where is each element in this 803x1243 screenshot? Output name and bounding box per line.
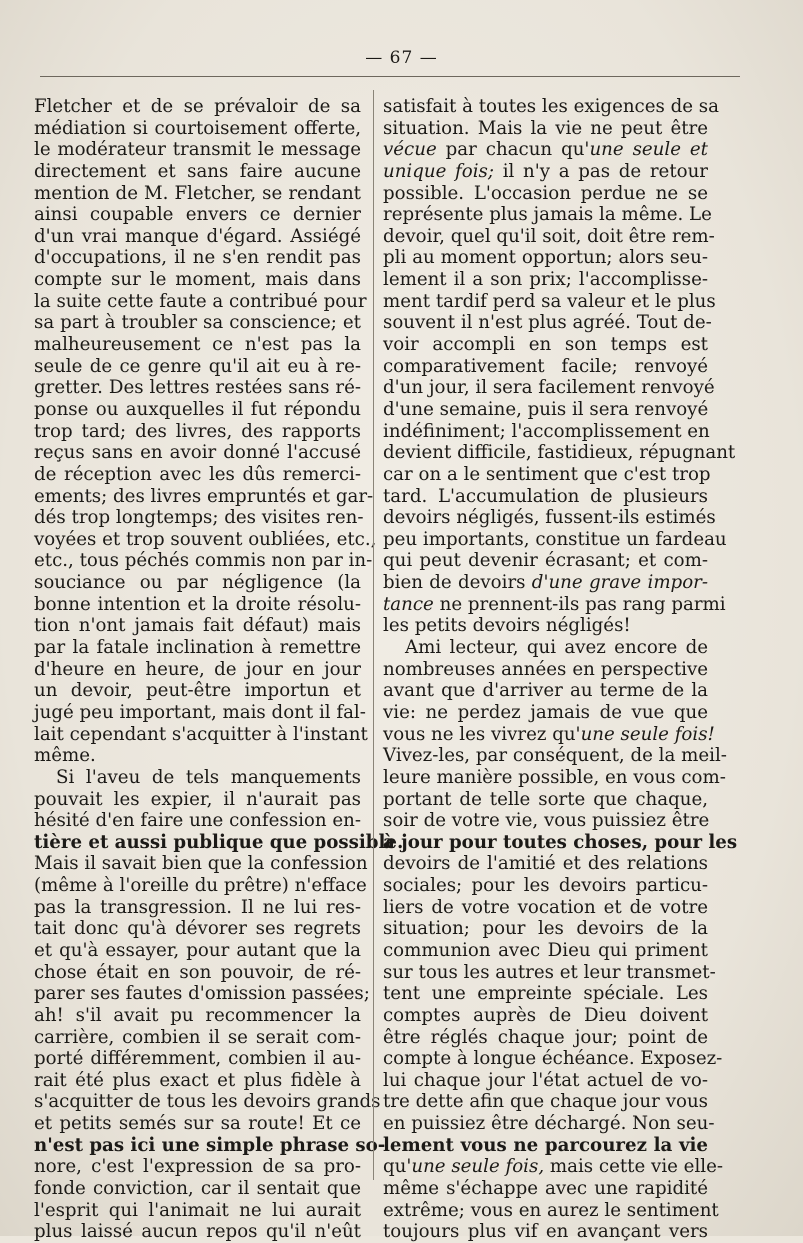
text-run: ements; des livres empruntés et gar- xyxy=(34,485,374,507)
text-line xyxy=(383,528,727,551)
text-run: d'une semaine, puis il sera renvoyé xyxy=(383,398,709,420)
text-run: de réception avec les dûs remerci- xyxy=(34,463,361,485)
text-line xyxy=(383,745,727,767)
text-line xyxy=(383,183,708,205)
text-run: chose était en son pouvoir, de ré- xyxy=(34,961,361,983)
text-line xyxy=(34,637,361,659)
text-line xyxy=(383,118,708,140)
text-run: compte à longue échéance. Exposez- xyxy=(383,1048,723,1070)
text-line xyxy=(34,1200,361,1222)
text-line xyxy=(34,1091,381,1113)
text-line xyxy=(383,312,712,334)
text-run: et petits semés sur sa route! Et ce xyxy=(34,1113,361,1135)
text-run: par chacun qu' xyxy=(436,139,590,161)
italic-text: vécue xyxy=(383,139,437,161)
text-line xyxy=(34,507,364,529)
text-run: comptes auprès de Dieu doivent xyxy=(383,1004,708,1026)
text-line xyxy=(383,593,726,616)
text-run: parer ses fautes d'omission passées; xyxy=(34,983,370,1005)
text-line xyxy=(34,312,361,334)
text-run: devoirs négligés, fussent-ils estimés xyxy=(383,507,716,529)
text-run: possible. L'occasion perdue ne se xyxy=(383,182,708,204)
text-run: l'esprit qui l'animait ne lui aurait xyxy=(34,1199,361,1221)
page-number: — 67 — xyxy=(365,48,438,68)
text-run: représente plus jamais la même. Le xyxy=(383,204,712,226)
text-line xyxy=(34,247,361,269)
text-run: sociales; pour les devoirs particu- xyxy=(383,875,708,897)
text-run: nombreuses années en perspective xyxy=(383,658,708,680)
text-run: vous ne les vivrez qu' xyxy=(383,723,581,745)
text-run: gretter. Des lettres restées sans ré- xyxy=(34,377,361,399)
text-run: etc., tous péchés commis non par in- xyxy=(34,550,373,572)
text-line xyxy=(383,853,708,875)
text-line xyxy=(34,485,374,508)
text-run: bonne intention et la droite résolu- xyxy=(34,593,361,615)
text-run: pli au moment opportun; alors seu- xyxy=(383,247,708,269)
text-run: avant que d'arriver au terme de la xyxy=(383,680,708,702)
text-line xyxy=(383,96,719,118)
text-run: extrême; vous en aurez le sentiment xyxy=(383,1199,719,1221)
text-line xyxy=(34,789,361,811)
text-run: leure manière possible, en vous com- xyxy=(383,766,726,788)
text-line xyxy=(34,399,361,421)
text-run: peu importants, constitue un fardeau xyxy=(383,528,727,550)
text-line xyxy=(34,204,361,226)
text-line xyxy=(383,961,716,984)
text-line xyxy=(34,918,361,940)
text-line xyxy=(34,1113,361,1135)
text-line xyxy=(34,831,404,854)
text-run: reçus sans en avoir donné l'accusé xyxy=(34,442,361,464)
text-line xyxy=(383,831,738,854)
text-line xyxy=(34,572,361,594)
text-line xyxy=(34,810,361,832)
text-run: Si l'aveu de tels manquements xyxy=(56,766,361,788)
text-line xyxy=(383,1005,708,1027)
text-line xyxy=(383,1199,719,1222)
text-run: pas la transgression. Il ne lui res- xyxy=(34,896,361,918)
text-line xyxy=(383,1221,708,1243)
text-run: d'un vrai manque d'égard. Assiégé xyxy=(34,225,361,247)
text-line xyxy=(383,356,708,378)
text-run: d'heure en heure, de jour en jour xyxy=(34,658,361,680)
text-line xyxy=(383,1178,708,1200)
text-run: tait donc qu'à dévorer ses regrets xyxy=(34,918,361,940)
text-line xyxy=(34,745,361,767)
text-line xyxy=(34,1005,361,1027)
text-run: le modérateur transmit le message xyxy=(34,139,361,161)
text-line xyxy=(34,377,361,399)
text-run: Fletcher et de se prévaloir de sa xyxy=(34,96,361,117)
text-run: devoir, quel qu'il soit, doit être rem- xyxy=(383,225,715,247)
text-line xyxy=(383,615,708,637)
text-line xyxy=(34,139,361,161)
text-run: jugé peu important, mais dont il fal- xyxy=(34,701,366,723)
text-run: qui peut devenir écrasant; et com- xyxy=(383,550,708,572)
text-run: hésité d'en faire une confession en- xyxy=(34,810,361,832)
text-line xyxy=(383,680,708,702)
text-run: devient difficile, fastidieux, répugnant xyxy=(383,442,736,464)
text-line xyxy=(383,940,708,962)
text-line xyxy=(34,983,370,1005)
text-run: Vivez-les, par conséquent, de la meil- xyxy=(383,745,727,767)
text-run: ponse ou auxquelles il fut répondu xyxy=(34,398,361,420)
text-run: et qu'à essayer, pour autant que la xyxy=(34,939,361,961)
text-run: ne prennent-ils pas rang parmi xyxy=(433,593,726,615)
italic-text: unique fois; xyxy=(383,160,495,182)
text-line xyxy=(34,442,361,464)
text-run: un devoir, peut-être importun et xyxy=(34,680,361,702)
text-run: car on a le sentiment que c'est trop xyxy=(383,463,711,485)
text-run: ainsi coupable envers ce dernier xyxy=(34,204,361,226)
text-line xyxy=(383,225,715,248)
text-run: mais cette vie elle- xyxy=(544,1156,723,1178)
text-run: souvent il n'est plus agréé. Tout de- xyxy=(383,312,712,334)
italic-text: une seule et xyxy=(589,139,708,161)
text-line xyxy=(383,1091,708,1113)
italic-text: d'une grave impor- xyxy=(531,572,708,594)
text-run: malheureusement ce n'est pas la xyxy=(34,334,361,356)
text-run: tion n'ont jamais fait défaut) mais xyxy=(34,615,361,637)
left-column xyxy=(34,96,404,1243)
text-run: médiation si courtoisement offerte, xyxy=(34,117,361,139)
text-line xyxy=(383,442,736,464)
text-run: voyées et trop souvent oubliées, etc., xyxy=(34,528,377,550)
text-line xyxy=(383,334,708,356)
text-run: sa part à troubler sa conscience; et xyxy=(34,312,361,334)
text-line xyxy=(34,1134,386,1157)
text-run: même. xyxy=(34,745,96,767)
text-line xyxy=(34,1048,361,1070)
text-line xyxy=(34,659,361,681)
text-line xyxy=(383,204,712,226)
text-line xyxy=(383,486,708,508)
text-line xyxy=(34,701,366,724)
column-divider xyxy=(373,90,374,1180)
text-line xyxy=(383,789,708,811)
text-line xyxy=(34,334,361,356)
text-line xyxy=(34,1027,361,1049)
text-run: (même à l'oreille du prêtre) n'efface xyxy=(34,875,367,897)
text-line xyxy=(383,421,708,443)
text-run: ah! s'il avait pu recommencer la xyxy=(34,1004,361,1026)
text-line xyxy=(383,550,708,572)
text-run: situation. Mais la vie ne peut être xyxy=(383,117,708,139)
text-run: les petits devoirs négligés! xyxy=(383,615,631,637)
text-line xyxy=(383,1156,723,1178)
text-run: être réglés chaque jour; point de xyxy=(383,1026,708,1048)
text-run: même s'échappe avec une rapidité xyxy=(383,1178,708,1200)
text-run: liers de votre vocation et de votre xyxy=(383,896,708,918)
text-line xyxy=(383,377,715,399)
text-run: tre dette afin que chaque jour vous xyxy=(383,1091,708,1113)
text-line xyxy=(383,918,708,940)
text-line xyxy=(34,550,373,572)
text-run: pouvait les expier, il n'aurait pas xyxy=(34,788,361,810)
text-line xyxy=(383,983,708,1005)
text-run: comparativement facile; renvoyé xyxy=(383,355,708,377)
text-run: indéfiniment; l'accomplissement en xyxy=(383,420,710,442)
text-run: souciance ou par négligence (la xyxy=(34,572,361,594)
italic-text: tance xyxy=(383,593,434,615)
text-line xyxy=(383,290,716,313)
text-line xyxy=(383,897,708,919)
text-line xyxy=(34,421,361,443)
text-line xyxy=(34,962,361,984)
text-line xyxy=(383,269,708,291)
text-line xyxy=(383,1135,708,1157)
text-line xyxy=(383,1048,723,1070)
text-run: bien de devoirs xyxy=(383,572,532,594)
text-line xyxy=(34,290,367,313)
text-run: situation; pour les devoirs de la xyxy=(383,918,708,940)
text-run: plus laissé aucun repos qu'il n'eût xyxy=(34,1221,361,1243)
text-run: dés trop longtemps; des visites ren- xyxy=(34,507,364,529)
text-run: par la fatale inclination à remettre xyxy=(34,637,361,659)
text-line xyxy=(34,464,361,486)
text-run: s'acquitter de tous les devoirs grands xyxy=(34,1091,381,1113)
text-line xyxy=(383,161,708,183)
text-line xyxy=(383,1113,715,1135)
text-run: sur tous les autres et leur transmet- xyxy=(383,961,716,983)
text-run: voir accompli en son temps est xyxy=(383,334,708,356)
text-line xyxy=(34,723,368,746)
text-run: communion avec Dieu qui priment xyxy=(383,939,708,961)
text-run: qu' xyxy=(383,1156,412,1178)
text-line xyxy=(34,594,361,616)
text-run: d'un jour, il sera facilement renvoyé xyxy=(383,377,715,399)
text-line xyxy=(34,356,361,378)
text-run: ment tardif perd sa valeur et le plus xyxy=(383,290,716,312)
text-line xyxy=(383,637,708,659)
text-line xyxy=(383,1070,708,1092)
text-run: vie: ne perdez jamais de vue que xyxy=(383,701,708,723)
text-line xyxy=(34,96,361,118)
text-run: en puissiez être déchargé. Non seu- xyxy=(383,1113,715,1135)
text-line xyxy=(34,897,361,919)
text-run: Mais il savait bien que la confession xyxy=(34,853,368,875)
text-run: n'est pas ici une simple phrase so- xyxy=(34,1134,386,1156)
text-run: carrière, combien il se serait com- xyxy=(34,1026,361,1048)
text-run: soir de votre vie, vous puissiez être xyxy=(383,810,710,832)
text-run: tard. L'accumulation de plusieurs xyxy=(383,485,708,507)
right-column xyxy=(383,96,738,1243)
text-line xyxy=(34,875,367,897)
text-run: lement vous ne parcourez la vie xyxy=(383,1134,708,1156)
text-run: portant de telle sorte que chaque, xyxy=(383,788,708,810)
text-line xyxy=(34,1221,361,1243)
text-line xyxy=(34,528,377,551)
text-run: trop tard; des livres, des rapports xyxy=(34,420,361,442)
text-line xyxy=(383,247,708,269)
text-line xyxy=(34,161,361,183)
text-run: seule de ce genre qu'il ait eu à re- xyxy=(34,355,361,377)
text-line xyxy=(383,1027,708,1049)
header-rule xyxy=(40,76,740,77)
text-line xyxy=(383,723,715,746)
text-run: compte sur le moment, mais dans xyxy=(34,269,361,291)
text-line xyxy=(34,767,361,789)
text-run: lement il a son prix; l'accomplisse- xyxy=(383,269,708,291)
text-run: directement et sans faire aucune xyxy=(34,160,361,182)
text-line xyxy=(34,615,361,637)
text-line xyxy=(34,1156,361,1178)
text-line xyxy=(34,940,361,962)
text-line xyxy=(34,226,361,248)
text-run: toujours plus vif en avançant vers xyxy=(383,1221,708,1243)
text-line xyxy=(383,139,708,161)
text-line xyxy=(383,399,708,421)
text-run: la suite cette faute a contribué pour xyxy=(34,290,367,312)
text-line xyxy=(383,766,726,789)
text-run: tière et aussi publique que possible. xyxy=(34,831,404,853)
text-run: rait été plus exact et plus fidèle à xyxy=(34,1069,361,1091)
italic-text: une seule fois, xyxy=(411,1156,545,1178)
text-line xyxy=(34,269,361,291)
text-run: devoirs de l'amitié et des relations xyxy=(383,853,708,875)
text-line xyxy=(383,463,711,486)
text-run: lait cependant s'acquitter à l'instant xyxy=(34,723,368,745)
text-line xyxy=(34,853,368,875)
text-run: nore, c'est l'expression de sa pro- xyxy=(34,1156,361,1178)
text-run: lui chaque jour l'état actuel de vo- xyxy=(383,1069,708,1091)
text-line xyxy=(383,810,708,832)
text-line xyxy=(383,875,708,897)
text-line xyxy=(34,1070,361,1092)
text-line xyxy=(383,507,716,529)
text-line xyxy=(34,1178,361,1200)
text-run: d'occupations, il ne s'en rendit pas xyxy=(34,247,361,269)
text-run: mention de M. Fletcher, se rendant xyxy=(34,182,361,204)
text-line xyxy=(383,659,708,681)
text-line xyxy=(34,680,361,702)
text-line xyxy=(383,702,708,724)
text-line xyxy=(34,118,361,140)
text-run: il n'y a pas de retour xyxy=(494,160,708,182)
text-run: porté différemment, combien il au- xyxy=(34,1048,361,1070)
italic-text: une seule fois! xyxy=(580,723,715,745)
text-line xyxy=(383,572,708,594)
text-line xyxy=(34,183,361,205)
text-run: tent une empreinte spéciale. Les xyxy=(383,983,708,1005)
text-run: à jour pour toutes choses, pour les xyxy=(383,831,738,853)
text-run: fonde conviction, car il sentait que xyxy=(34,1178,361,1200)
text-run: satisfait à toutes les exigences de sa xyxy=(383,96,719,117)
text-run: Ami lecteur, qui avez encore de xyxy=(405,637,708,659)
